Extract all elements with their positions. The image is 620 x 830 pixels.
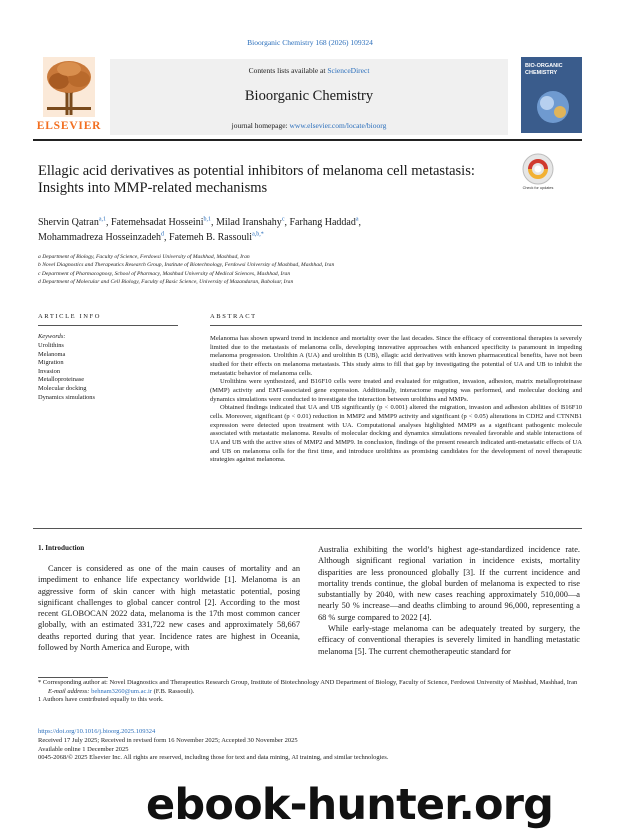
- available-online: Available online 1 December 2025: [38, 745, 129, 753]
- sciencedirect-link[interactable]: ScienceDirect: [327, 66, 370, 75]
- corresponding-author-note: * Corresponding author at: Novel Diagnostics and Therapeutics Research Group, Institute of Biotechnology AND Department of Biology, Faculty of Science, Ferdowsi University of Mashhad, Mashhad, Iran: [38, 679, 578, 686]
- watermark-text: ebook-hunter.org: [146, 780, 554, 830]
- keyword-item: Melanoma: [38, 350, 66, 358]
- keyword-item: Dynamics simulations: [38, 393, 95, 401]
- author-list: Shervin Qatran$^{a,1}$, Fatemehsadat Hosseini$^{b,1}$, Milad Iranshahy$^c$, Farhang Haddad$^a$, Mohammadreza Hosseinzadeh$^d$, Fatemeh B. Rassouli$^{a,b,*}$: [38, 216, 362, 243]
- introduction-paragraph: While early-stage melanoma can be adequately treated by surgery, the efficacy of conventional therapies is severely limited in handling metastatic melanoma [5]. The current chemotherapeutic standard for: [318, 624, 580, 656]
- author-affiliation-marker[interactable]: b,1: [203, 216, 211, 223]
- cover-title: BIO-ORGANIC CHEMISTRY: [525, 63, 563, 76]
- elsevier-tree-icon: [43, 57, 95, 117]
- keyword-item: Migration: [38, 359, 64, 367]
- article-info-heading: ARTICLE INFO: [38, 313, 102, 320]
- email-suffix: (F.B. Rassouli).: [151, 687, 195, 695]
- abstract-body: [210, 335, 582, 465]
- doi-link[interactable]: https://doi.org/10.1016/j.bioorg.2025.109324: [38, 728, 156, 735]
- footnote-rule: [38, 677, 108, 678]
- received-dates: Received 17 July 2025; Received in revised form 16 November 2025; Accepted 30 November 2025: [38, 736, 298, 744]
- copyright-line: 0045-2068/© 2025 Elsevier Inc. All rights are reserved, including those for text and data mining, AI training, and similar technologies.: [38, 754, 389, 762]
- email-label: E-mail address:: [48, 687, 92, 695]
- article-info-rule: [38, 325, 178, 326]
- author-name: Fatemehsadat Hosseini: [111, 217, 204, 228]
- equal-contribution-note: 1 Authors have contributed equally to this work.: [38, 696, 164, 704]
- journal-cover-image[interactable]: [521, 57, 582, 133]
- abstract-paragraph: Melanoma has shown upward trend in incidence and mortality over the last decades. Since the efficacy of conventional therapies is severely limited due to the metastasis of melanoma cells, developing innovative approaches with enhanced specificity is paramount in impeding melanoma progression. Urolithin A (UA) and urolithin B (UB), ellagic acid derivatives with known pharmaceutical benefits, have not been studied for their effects on melanoma metastasis. This study aims to fill that gap by investigating the potential of UA and UB to inhibit the metastatic behavior of melanoma cells.: [210, 335, 582, 377]
- journal-reference-link[interactable]: Bioorganic Chemistry 168 (2026) 109324: [247, 38, 373, 47]
- journal-name: Bioorganic Chemistry: [244, 88, 374, 104]
- affiliation-item: c Department of Pharmacognosy, School of Pharmacy, Mashhad University of Medical Sciences, Mashhad, Iran: [38, 270, 291, 277]
- abstract-rule: [210, 325, 582, 326]
- elsevier-wordmark: ELSEVIER: [36, 120, 102, 132]
- keywords-label: Keywords:: [38, 333, 66, 340]
- email-line: [38, 688, 583, 697]
- contents-prefix: Contents lists available at: [248, 66, 328, 75]
- author-affiliation-marker[interactable]: d: [161, 231, 165, 238]
- doi-block: [38, 728, 583, 763]
- homepage-prefix: journal homepage:: [231, 121, 290, 130]
- keyword-item: Invasion: [38, 367, 61, 375]
- check-for-updates-icon[interactable]: [521, 152, 555, 186]
- abstract-heading: ABSTRACT: [210, 313, 257, 320]
- author-name: Mohammadreza Hosseinzadeh: [38, 232, 162, 243]
- keyword-item: Metalloproteinase: [38, 376, 85, 384]
- author-name: Shervin Qatran: [38, 217, 99, 228]
- introduction-right-column: [318, 544, 580, 657]
- affiliation-item: b Novel Diagnostics and Therapeutics Research Group, Institute of Biotechnology, Ferdowsi University of Mashhad, Mashhad, Iran: [38, 262, 335, 269]
- introduction-left-column: Cancer is considered as one of the main causes of mortality and an impediment to enhance life expectancy worldwide [1]. Melanoma is an aggressive form of skin cancer with high metastatic potential, posing significant challenges to global cancer control [2]. According to the most recent GLOBOCAN 2022 data, melanoma is the 17th most common cancer globally, with an estimated 331,722 new cases and approximately 58,667 deaths reported during that year. Incidence rates are highest in Oceania, followed by North America and Europe, with: [38, 564, 300, 653]
- introduction-heading: 1. Introduction: [38, 544, 85, 552]
- homepage-line: [110, 121, 508, 130]
- elsevier-logo: [33, 57, 105, 135]
- keywords-list: [38, 342, 95, 402]
- contents-line: [110, 66, 508, 75]
- introduction-paragraph: Australia exhibiting the world’s highest age-standardized incidence rate. Although significant regional variation in incidence exists, mortality disparities are less pronounced globally [3]. If the current incidence and mortality trends continue, the global burden of melanoma is expected to rise substantially by 2040, with new cases reaching approximately 510,000—a nearly 50 % increase—and deaths climbing to around 96,000, representing a 68 % surge compared to 2022 [4].: [318, 545, 580, 622]
- abstract-paragraph: Obtained findings indicated that UA and UB significantly (p < 0.001) altered the migration, invasion and adhesion abilities of B16F10 cells. Moreover, significant (p < 0.01) reduction in MMP2 and MMP9 activity and significant (p < 0.05) alterations in CDH2 and CTNNB1 expression were detected upon treatment with UA. Computational analyses highlighted MMP9 as a significant pathogenic molecule associated with metastatic melanoma. Results of molecular docking and dynamics simulations revealed favorable and stable interactions of UA and UB with the active sites of MMP2 and MMP9. In conclusion, findings of the present research indicated anti-metastatic effects of UA and UB on melanoma cells for the first time, and introduce urolithins as promising candidates for the development of novel therapeutic strategies against melanoma.: [210, 404, 582, 464]
- footnotes: [38, 679, 583, 705]
- article-title: Ellagic acid derivatives as potential inhibitors of melanoma cell metastasis: Insights into MMP-related mechanisms: [38, 163, 475, 196]
- journal-homepage-link[interactable]: www.elsevier.com/locate/bioorg: [289, 121, 387, 130]
- affiliation-item: d Department of Molecular and Cell Biology, Faculty of Basic Science, University of Mazandaran, Babolsar, Iran: [38, 278, 294, 285]
- check-for-updates-label[interactable]: Check for updates: [522, 186, 554, 190]
- author-affiliation-marker[interactable]: a: [355, 216, 359, 223]
- keyword-item: Urolithins: [38, 342, 64, 349]
- author-affiliation-marker[interactable]: a,1: [98, 216, 106, 223]
- header-rule: [33, 139, 582, 141]
- affiliation-item: a Department of Biology, Faculty of Science, Ferdowsi University of Mashhad, Mashhad, Iran: [38, 254, 250, 260]
- abstract-paragraph: Urolithins were synthesized, and B16F10 cells were treated and evaluated for migration, invasion, adhesion, matrix metalloproteinase (MMP) activity and EMT-associated gene expression. Additionally, interactome mapping was performed, and molecular docking and dynamics simulations were conducted to investigate the interaction between urolithins and MMPs.: [210, 378, 582, 403]
- author-affiliation-marker[interactable]: c: [281, 216, 285, 223]
- keyword-item: Molecular docking: [38, 384, 87, 392]
- section-rule: [33, 528, 582, 529]
- author-affiliation-marker[interactable]: a,b,*: [252, 231, 264, 238]
- author-name: Milad Iranshahy: [215, 217, 282, 228]
- affiliation-list: [38, 253, 558, 286]
- cover-graphic-icon: [529, 87, 577, 127]
- author-name: Farhang Haddad: [289, 217, 356, 228]
- author-name: Fatemeh B. Rassouli: [169, 232, 253, 243]
- email-link[interactable]: behnam3260@um.ac.ir: [91, 687, 152, 695]
